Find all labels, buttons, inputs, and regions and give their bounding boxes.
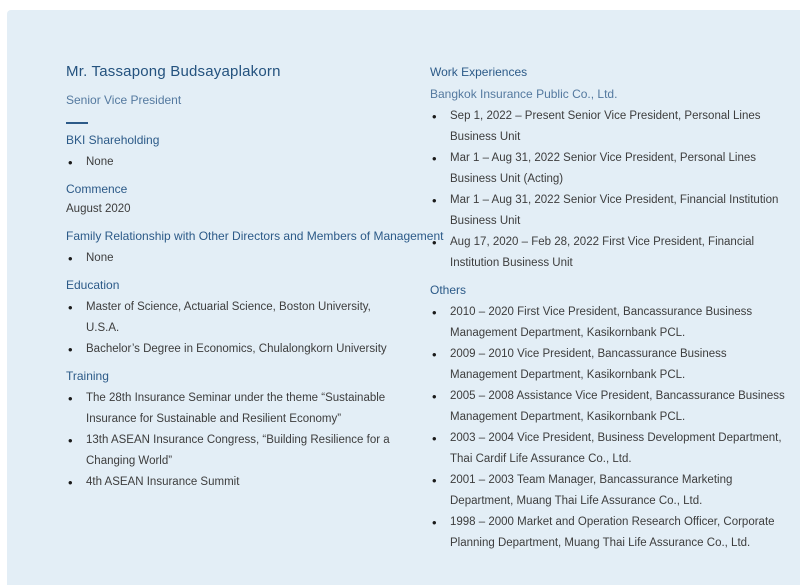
- list-item: • Master of Science, Actuarial Science, Boston University, U.S.A.: [66, 297, 406, 339]
- section-education: [66, 277, 406, 360]
- list-item: • 2003 – 2004 Vice President, Business Development Department, Thai Cardif Life Assurance Co., Ltd.: [430, 428, 790, 470]
- bullet-list: [66, 248, 406, 269]
- commence-value: August 2020: [66, 203, 131, 215]
- list-item: • Bachelor’s Degree in Economics, Chulalongkorn University: [66, 339, 406, 360]
- list-item: • 2009 – 2010 Vice President, Bancassurance Business Management Department, Kasikornbank PCL.: [430, 344, 790, 386]
- section-work-experiences: [430, 64, 790, 274]
- section-heading: Others: [430, 283, 467, 297]
- bullet-list: [66, 388, 406, 493]
- bullet-list: [66, 152, 406, 173]
- list-item: • 13th ASEAN Insurance Congress, “Building Resilience for a Changing World”: [66, 430, 406, 472]
- list-item: • 2001 – 2003 Team Manager, Bancassurance Marketing Department, Muang Thai Life Assurance Co., Ltd.: [430, 470, 790, 512]
- bullet-list: [430, 302, 790, 554]
- section-commence: [66, 181, 406, 220]
- bullet-list: [66, 297, 406, 360]
- list-item: • 4th ASEAN Insurance Summit: [66, 472, 406, 493]
- section-training: [66, 368, 406, 493]
- list-item: • None: [66, 248, 406, 269]
- section-heading: Work Experiences: [430, 65, 528, 79]
- section-others: [430, 282, 790, 554]
- list-item: • 2010 – 2020 First Vice President, Bancassurance Business Management Department, Kasikornbank PCL.: [430, 302, 790, 344]
- company-subheading: Bangkok Insurance Public Co., Ltd.: [430, 87, 618, 101]
- list-item: • Sep 1, 2022 – Present Senior Vice President, Personal Lines Business Unit: [430, 106, 790, 148]
- left-column: [66, 62, 444, 493]
- section-bki-shareholding: [66, 132, 406, 173]
- section-heading: Commence: [66, 182, 128, 196]
- list-item: • 2005 – 2008 Assistance Vice President, Bancassurance Business Management Department, Kasikornbank PCL.: [430, 386, 790, 428]
- section-heading: Family Relationship with Other Directors and Members of Management: [66, 229, 444, 243]
- person-title: Senior Vice President: [66, 93, 182, 107]
- section-heading: Training: [66, 369, 109, 383]
- person-name: Mr. Tassapong Budsayaplakorn: [66, 63, 281, 80]
- list-item: • None: [66, 152, 406, 173]
- bullet-list: [430, 106, 790, 274]
- list-item: • Mar 1 – Aug 31, 2022 Senior Vice President, Financial Institution Business Unit: [430, 190, 790, 232]
- list-item: • Mar 1 – Aug 31, 2022 Senior Vice President, Personal Lines Business Unit (Acting): [430, 148, 790, 190]
- list-item: • Aug 17, 2020 – Feb 28, 2022 First Vice President, Financial Institution Business Unit: [430, 232, 790, 274]
- divider-line: [66, 122, 88, 124]
- list-item: • 1998 – 2000 Market and Operation Research Officer, Corporate Planning Department, Muang Thai Life Assurance Co., Ltd.: [430, 512, 790, 554]
- section-heading: BKI Shareholding: [66, 133, 160, 147]
- right-column: [430, 64, 790, 554]
- section-heading: Education: [66, 278, 120, 292]
- list-item: • The 28th Insurance Seminar under the theme “Sustainable Insurance for Sustainable and Resilient Economy”: [66, 388, 406, 430]
- bio-page-panel: [7, 10, 800, 585]
- section-family-relationship: [66, 228, 444, 269]
